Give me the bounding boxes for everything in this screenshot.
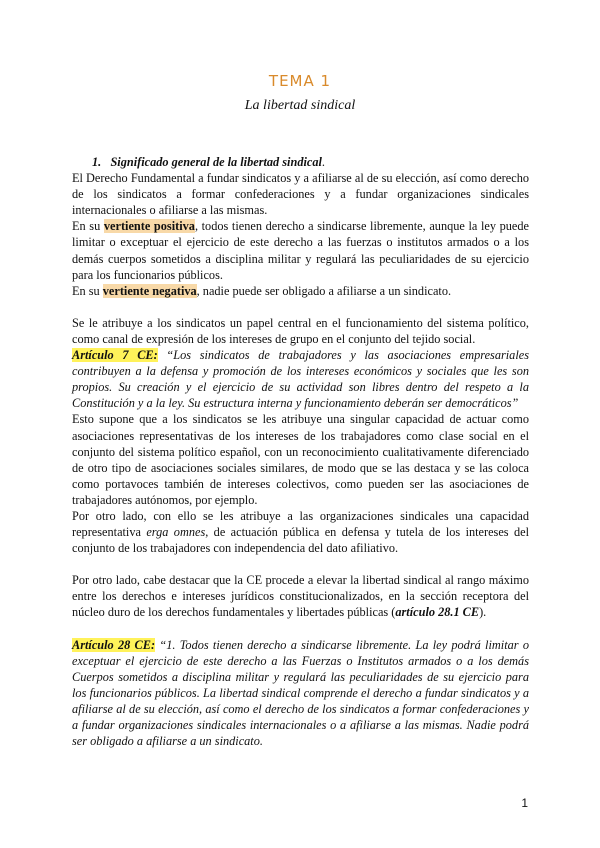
article-28-label: Artículo 28 CE: bbox=[72, 637, 156, 652]
paragraph-positive: En su vertiente positiva, todos tienen derecho a sindicarse libremente, aunque la ley puede limitar o exceptuar el ejercicio de este derecho a las fuerzas o institutos armados o a los demás cuerpos sometidos a disciplina militar y regulará las peculiaridades de su ejercicio para los funcionarios públicos. bbox=[72, 219, 529, 282]
section-number: 1. bbox=[92, 155, 102, 169]
paragraph-rank: Por otro lado, cabe destacar que la CE procede a elevar la libertad sindical al rango máximo entre los derechos e intereses jurídicos constitucionalizados, en la sección receptora del núcleo duro de los derechos fundamentales y libertades públicas (artículo 28.1 CE). bbox=[72, 573, 529, 620]
highlight-vertiente-positiva: vertiente positiva bbox=[103, 219, 195, 234]
page-subtitle: La libertad sindical bbox=[244, 98, 356, 113]
article-7-label: Artículo 7 CE: bbox=[72, 348, 158, 363]
paragraph-explanation: Esto supone que a los sindicatos se les atribuye una singular capacidad de actuar como asociaciones representativas de los intereses de los trabajadores como clase social en el conjunto del sistema político español, con un reconocimiento cualitativamente diferenciado de otro tipo de asociaciones sociales similares, de modo que se las destaca y se las coloca como portavoces también de intereses colectivos, como pueden ser las asociaciones de trabajadores autónomos, por ejemplo. bbox=[72, 412, 529, 507]
article-28-quote: “1. Todos tienen derecho a sindicarse libremente. La ley podrá limitar o exceptuar el ejercicio de este derecho a las Fuerzas o Institutos armados o a los demás Cuerpos sometidos a disciplina militar y regulará las peculiaridades de su ejercicio para los funcionarios públicos. La libertad sindical comprende el derecho a fundar sindicatos y a afiliarse al de su elección, así como el derecho de los sindicatos a formar confederaciones y a fundar organizaciones sindicales internacionales o a afiliarse a las mismas. Nadie podrá ser obligado a afiliarse a un sindicato. bbox=[72, 637, 529, 749]
page-number: 1 bbox=[521, 796, 528, 810]
article-7-quote: “Los sindicatos de trabajadores y las asociaciones empresariales contribuyen a la defensa y promoción de los intereses económicos y sociales que les son propios. Su creación y el ejercicio de su actividad son libres dentro del respeto a la Constitución y a la ley. Su estructura interna y funcionamiento deberán ser democráticos” bbox=[72, 348, 529, 411]
paragraph-negative: En su vertiente negativa, nadie puede ser obligado a afiliarse a un sindicato. bbox=[72, 283, 452, 298]
paragraph-definition: El Derecho Fundamental a fundar sindicatos y a afiliarse al de su elección, así como derecho de los sindicatos a formar confederaciones y a fundar organizaciones sindicales internacionales o afiliarse a las mismas. bbox=[72, 171, 529, 218]
section-heading-text: Significado general de la libertad sindical bbox=[110, 155, 322, 169]
paragraph-article-28 bbox=[72, 637, 529, 750]
erga-omnes-term: erga omnes bbox=[146, 525, 206, 540]
paragraph-role: Se le atribuye a los sindicatos un papel central en el funcionamiento del sistema político, como canal de expresión de los intereses de grupo en el conjunto del tejido social. bbox=[72, 315, 529, 346]
document-body bbox=[72, 154, 529, 749]
page-title: TEMA 1 bbox=[268, 72, 332, 90]
article-28-1-reference: artículo 28.1 CE bbox=[395, 605, 480, 620]
paragraph-article-7 bbox=[72, 347, 529, 411]
paragraph-erga-omnes: Por otro lado, con ello se les atribuye a las organizaciones sindicales una capacidad representativa erga omnes, de actuación pública en defensa y tutela de los intereses del conjunto de los trabajadores con independencia del dato afiliativo. bbox=[72, 508, 529, 556]
highlight-vertiente-negativa: vertiente negativa bbox=[102, 283, 197, 298]
section-heading: 1. Significado general de la libertad sindical. bbox=[92, 155, 325, 169]
